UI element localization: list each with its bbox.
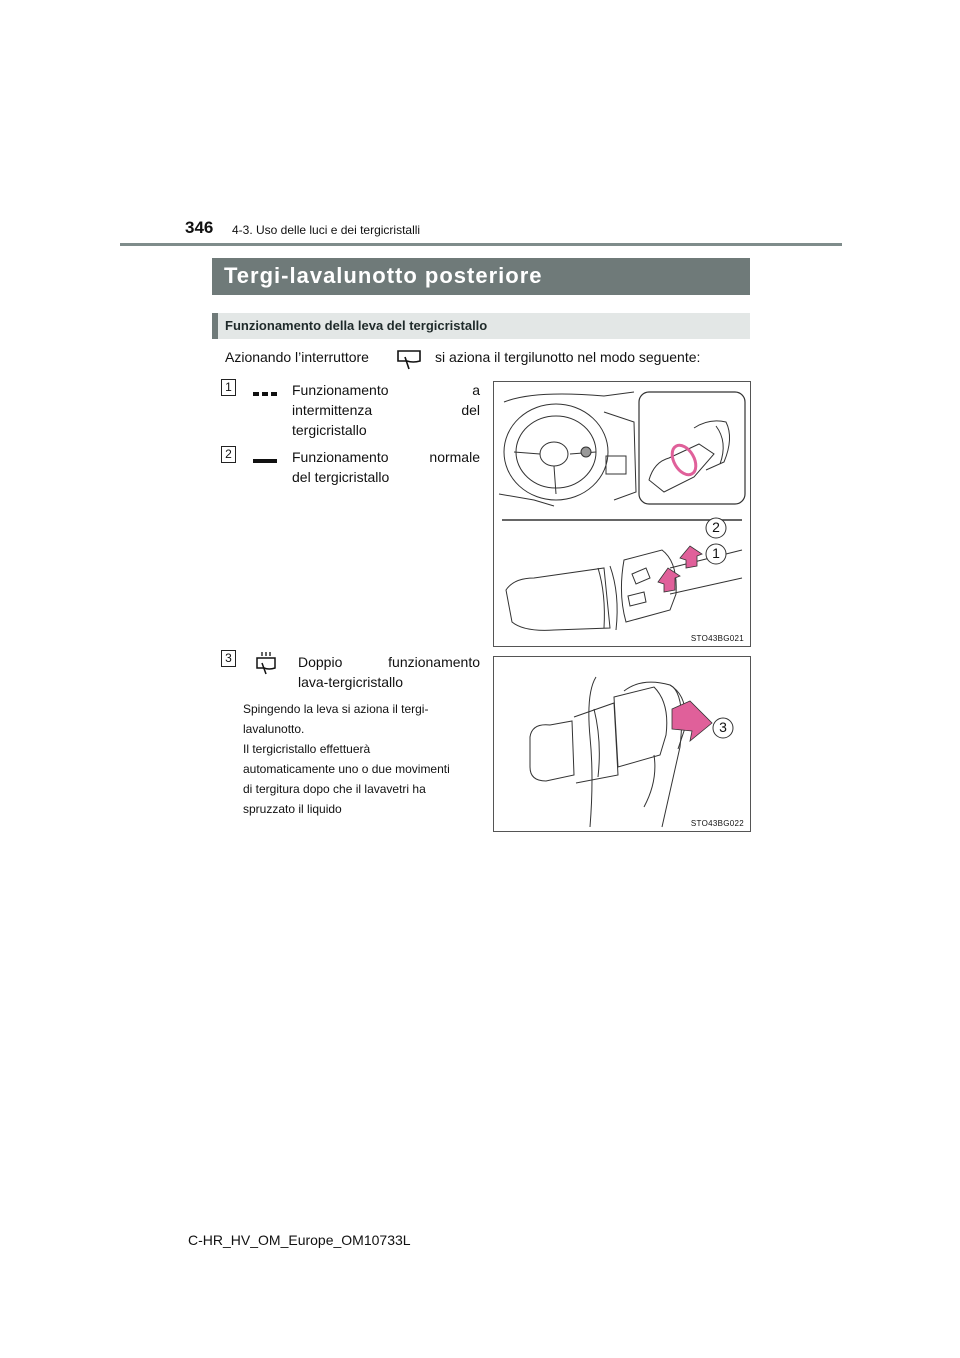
- note-line: lavalunotto.: [243, 722, 305, 736]
- item-2-text: [292, 447, 480, 487]
- item-1-text: [292, 380, 480, 440]
- item-1-line: del: [461, 402, 480, 418]
- washer-wiper-icon: [254, 651, 278, 680]
- figure-2-code: STO43BG022: [690, 819, 744, 828]
- item-3-line: funzionamento: [388, 654, 480, 670]
- figure-1-callout-1: 1: [712, 545, 720, 561]
- subheading: Funzionamento della leva del tergicristallo: [225, 318, 488, 333]
- note-line: Spingendo la leva si aziona il tergi-: [243, 702, 429, 716]
- lever-illustration: [494, 382, 750, 646]
- item-1-line: intermittenza: [292, 402, 373, 418]
- section-header: 4-3. Uso delle luci e dei tergicristalli: [232, 223, 421, 237]
- note-line: Il tergicristallo effettuerà: [243, 742, 371, 756]
- note-line: spruzzato il liquido: [243, 802, 342, 816]
- item-1-line: tergicristallo: [292, 422, 367, 438]
- document-id-footer: C-HR_HV_OM_Europe_OM10733L: [188, 1232, 411, 1248]
- subheading-accent: [212, 313, 218, 339]
- item-1-line: Funzionamento: [292, 382, 389, 398]
- intro-paragraph: [225, 349, 745, 371]
- push-lever-illustration: [494, 657, 750, 831]
- figure-washer-push: [493, 656, 751, 832]
- step-number-1: 1: [221, 379, 236, 396]
- subheading-bar: [212, 313, 750, 339]
- step-number-2: 2: [221, 446, 236, 463]
- rear-wiper-switch-icon: [395, 347, 423, 374]
- item-2-line: Funzionamento: [292, 449, 389, 465]
- item-3-text: [298, 652, 480, 692]
- figure-2-callout-3: 3: [719, 719, 727, 735]
- note-line: di tergitura dopo che il lavavetri ha: [243, 782, 426, 796]
- figure-1-callout-2: 2: [712, 519, 720, 535]
- title-bar: [212, 258, 750, 295]
- intermittent-dashes-icon: [253, 385, 277, 403]
- item-2-line: normale: [429, 449, 480, 465]
- item-1-line: a: [472, 382, 480, 398]
- page-title: Tergi-lavalunotto posteriore: [224, 263, 543, 288]
- intro-text-before: Azionando l’interruttore: [225, 349, 369, 365]
- note-line: automaticamente uno o due movimenti: [243, 762, 450, 776]
- figure-1-code: STO43BG021: [690, 634, 744, 643]
- step-number-3: 3: [221, 650, 236, 667]
- normal-bar-icon: [253, 452, 277, 470]
- item-3-line: lava-tergicristallo: [298, 674, 404, 690]
- item-3-line: Doppio: [298, 654, 343, 670]
- header-rule: [120, 243, 842, 246]
- item-2-line: del tergicristallo: [292, 469, 390, 485]
- item-3-note: [243, 699, 480, 819]
- figure-wiper-lever-positions: [493, 381, 751, 647]
- page-number: 346: [185, 218, 214, 237]
- intro-text-after: si aziona il tergilunotto nel modo seguente:: [435, 349, 701, 365]
